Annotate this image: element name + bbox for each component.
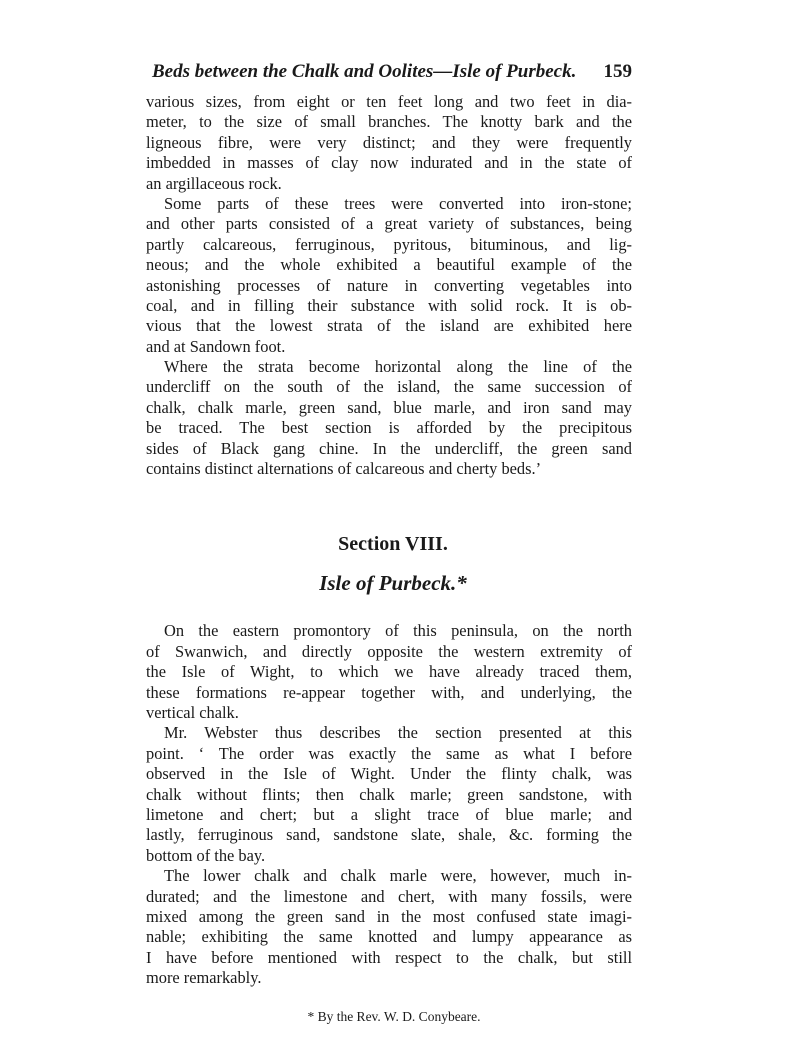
text-line: and at Sandown foot. (146, 336, 286, 356)
text-line: Some parts of these trees were converted into iron-stone; (164, 193, 632, 213)
text-line: these formations re-appear together with, and underlying, the (146, 682, 632, 702)
text-line: ligneous fibre, were very distinct; and they were frequently (146, 132, 632, 152)
section-subheading: Isle of Purbeck.* (319, 571, 467, 596)
text-line: durated; and the limestone and chert, with many fossils, were (146, 886, 632, 906)
text-line: The lower chalk and chalk marle were, however, much in- (164, 866, 632, 886)
text-line: neous; and the whole exhibited a beautiful example of the (146, 255, 632, 275)
running-head-title: Beds between the Chalk and Oolites—Isle of Purbeck. (152, 61, 577, 82)
book-page (146, 58, 632, 1026)
page-number: 159 (603, 61, 632, 82)
footnote: * By the Rev. W. D. Conybeare. (307, 1009, 481, 1025)
text-line: meter, to the size of small branches. The knotty bark and the (146, 112, 632, 132)
text-line: be traced. The best section is afforded by the precipitous (146, 418, 632, 438)
text-line: of Swanwich, and directly opposite the western extremity of (146, 641, 632, 661)
text-line: limetone and chert; but a slight trace of blue marle; and (146, 804, 632, 824)
text-line: nable; exhibiting the same knotted and lumpy appearance as (146, 927, 632, 947)
text-line: an argillaceous rock. (146, 173, 282, 193)
text-line: the Isle of Wight, to which we have already traced them, (146, 662, 632, 682)
text-line: sides of Black gang chine. In the undercliff, the green sand (146, 438, 632, 458)
text-line: more remarkably. (146, 968, 262, 988)
text-line: vious that the lowest strata of the island are exhibited here (146, 316, 632, 336)
text-line: imbedded in masses of clay now indurated and in the state of (146, 153, 632, 173)
text-line: astonishing processes of nature in converting vegetables into (146, 275, 632, 295)
text-line: coal, and in filling their substance with solid rock. It is ob- (146, 295, 632, 315)
paragraph (146, 621, 632, 723)
text-line: lastly, ferruginous sand, sandstone slate, shale, &c. forming the (146, 825, 632, 845)
text-line: On the eastern promontory of this peninsula, on the north (164, 621, 632, 641)
text-line: I have before mentioned with respect to the chalk, but still (146, 947, 632, 967)
paragraph (146, 92, 632, 194)
paragraph (146, 194, 632, 357)
text-line: partly calcareous, ferruginous, pyritous, bituminous, and lig- (146, 234, 632, 254)
text-line: Mr. Webster thus describes the section presented at this (164, 723, 632, 743)
paragraph (146, 723, 632, 866)
body-text-bottom (146, 621, 632, 988)
text-line: mixed among the green sand in the most confused state imagi- (146, 906, 632, 926)
body-text-top (146, 92, 632, 479)
text-line: various sizes, from eight or ten feet long and two feet in dia- (146, 92, 632, 111)
text-line: vertical chalk. (146, 702, 239, 722)
text-line: undercliff on the south of the island, the same succession of (146, 377, 632, 397)
text-line: point. ‘ The order was exactly the same as what I before (146, 743, 632, 763)
text-line: contains distinct alternations of calcareous and cherty beds.’ (146, 459, 542, 479)
paragraph (146, 357, 632, 479)
paragraph (146, 866, 632, 988)
text-line: and other parts consisted of a great variety of substances, being (146, 214, 632, 234)
running-head (152, 58, 632, 92)
text-line: chalk, chalk marle, green sand, blue marle, and iron sand may (146, 397, 632, 417)
text-line: chalk without flints; then chalk marle; green sandstone, with (146, 784, 632, 804)
section-heading: Section VIII. (338, 533, 448, 556)
text-line: Where the strata become horizontal along the line of the (164, 357, 632, 377)
text-line: bottom of the bay. (146, 845, 266, 865)
text-line: observed in the Isle of Wight. Under the flinty chalk, was (146, 764, 632, 784)
